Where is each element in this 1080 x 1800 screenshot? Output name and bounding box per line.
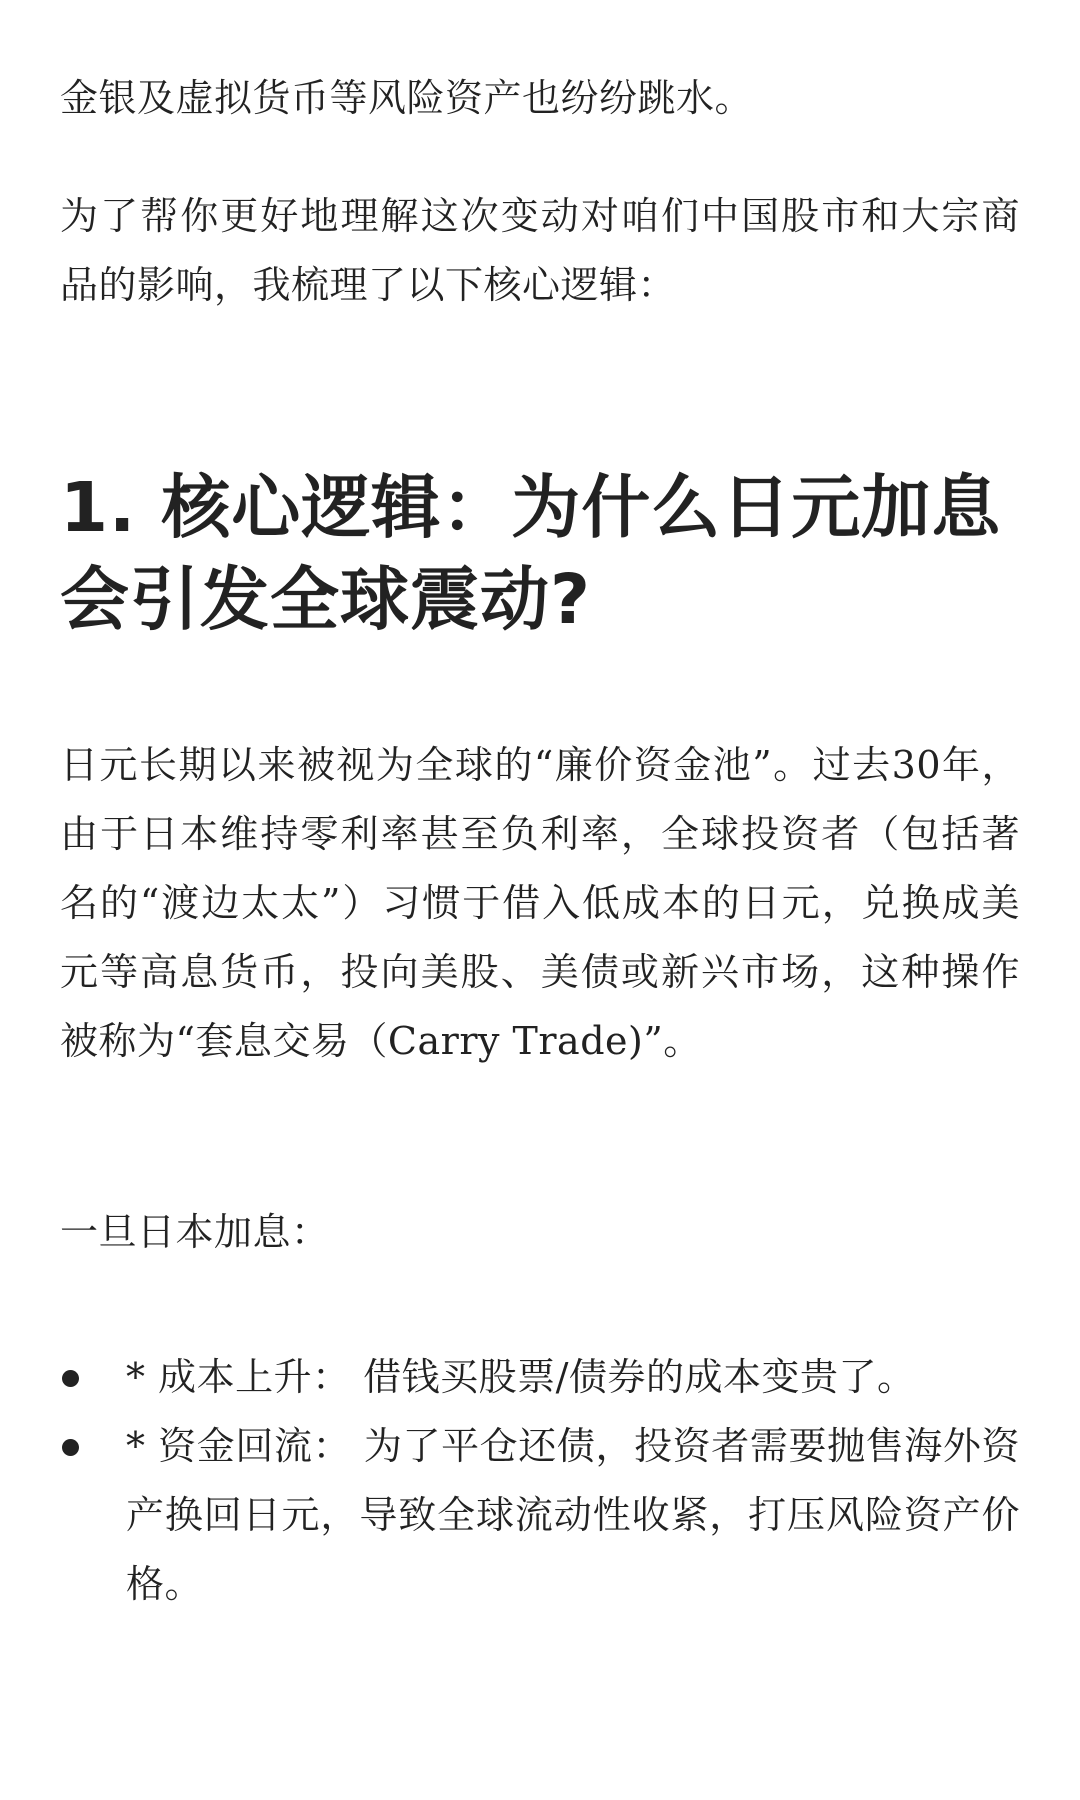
bullet-text: * 成本上升： 借钱买股票/债券的成本变贵了。 xyxy=(126,1355,916,1399)
paragraph-intro-tail: 金银及虚拟货币等风险资产也纷纷跳水。 xyxy=(60,76,754,120)
bullet-dot-icon xyxy=(62,1370,79,1387)
bullet-dot-icon xyxy=(62,1439,79,1456)
paragraph-intro: 为了帮你更好地理解这次变动对咱们中国股市和大宗商品的影响，我梳理了以下核心逻辑： xyxy=(60,194,1020,307)
bullet-text: * 资金回流： 为了平仓还债，投资者需要抛售海外资产换回日元，导致全球流动性收紧，打压风险资产价格。 xyxy=(126,1424,1020,1606)
section-heading: 1. 核心逻辑：为什么日元加息会引发全球震动? xyxy=(60,468,1002,640)
bullet-list xyxy=(60,1343,1020,1619)
paragraph-yen-carry-trade: 日元长期以来被视为全球的“廉价资金池”。过去30年，由于日本维持零利率甚至负利率，全球投资者（包括著名的“渡边太太”）习惯于借入低成本的日元，兑换成美元等高息货币，投向美股、美债或新兴市场，这种操作被称为“套息交易（Carry Trade)”。 xyxy=(60,743,1020,1063)
list-item xyxy=(60,1343,1020,1412)
paragraph-once-japan-raises: 一旦日本加息： xyxy=(60,1210,330,1254)
list-item xyxy=(60,1412,1020,1619)
